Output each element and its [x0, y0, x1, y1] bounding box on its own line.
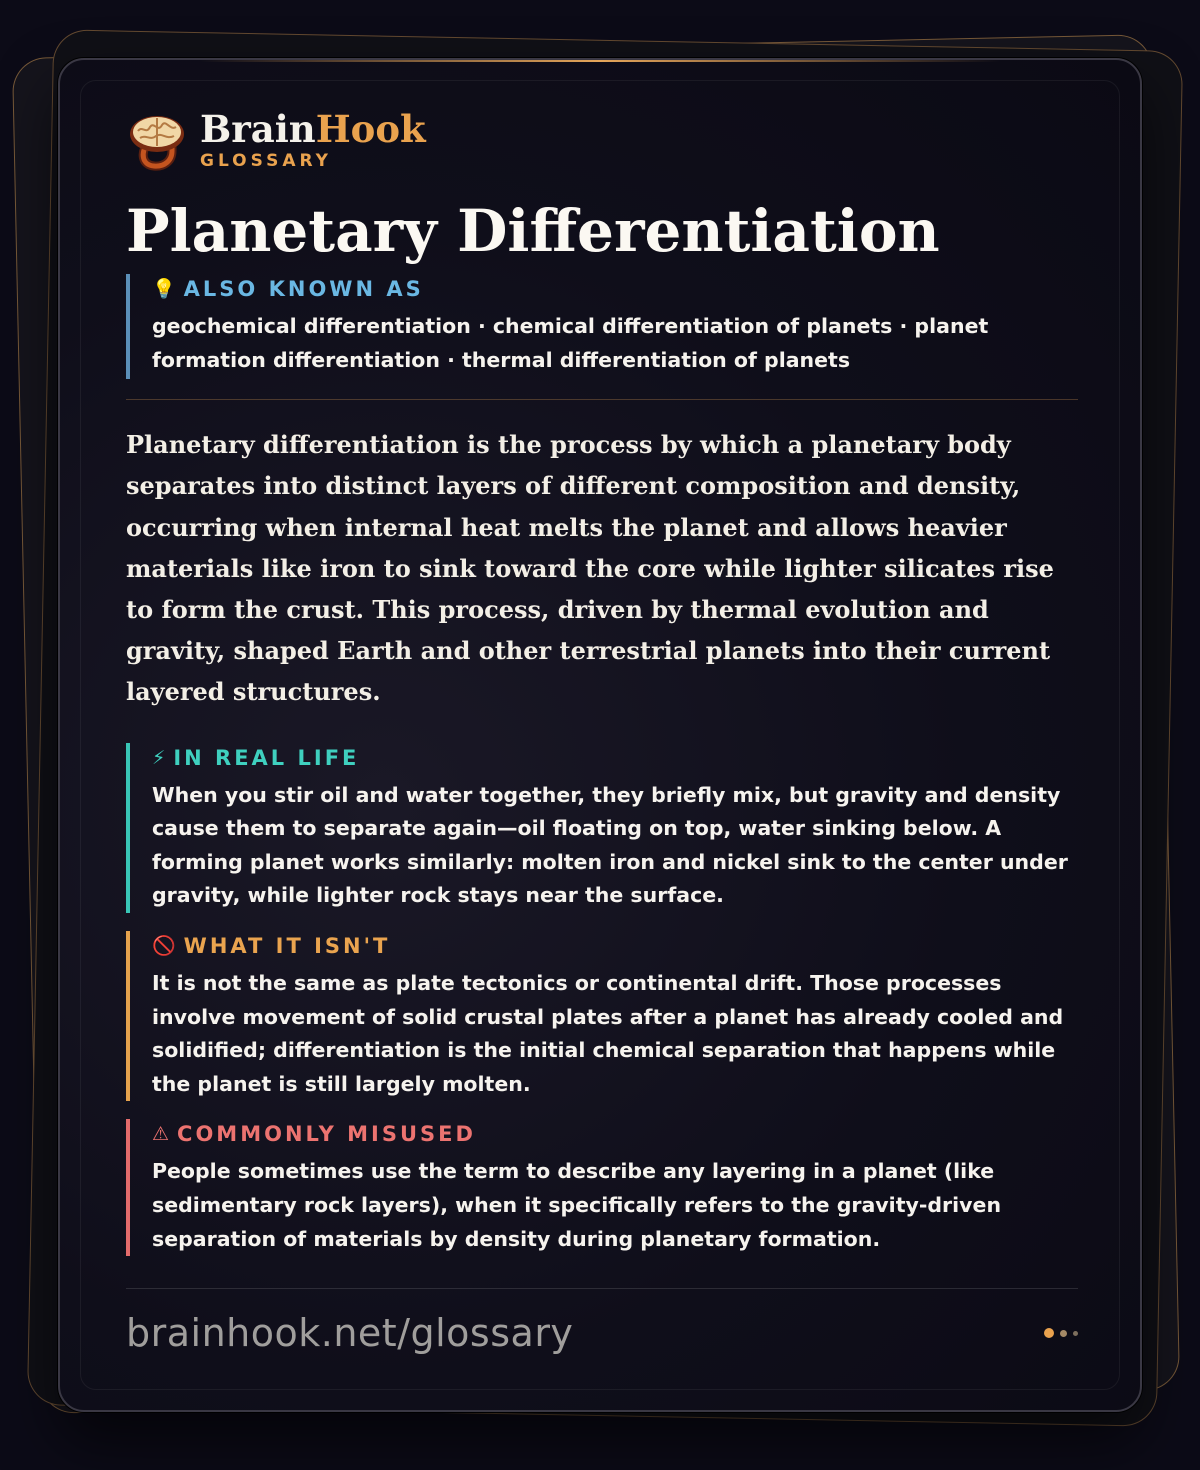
what-it-isnt-text: It is not the same as plate tectonics or continental drift. Those processes involve movement of solid crustal plates after a planet has already cooled and solidified; differentiation is the initial chemical separation that happens while the planet is still largely molten.	[152, 970, 1064, 1096]
brand-name-hook: Hook	[315, 107, 426, 151]
also-known-as-heading	[152, 274, 1078, 304]
card-footer	[126, 1311, 1078, 1355]
warning-icon: ⚠	[152, 1123, 170, 1146]
in-real-life-heading	[152, 743, 1078, 773]
in-real-life-section	[126, 743, 1078, 913]
section-divider	[126, 399, 1078, 400]
lightning-icon: ⚡	[152, 746, 166, 769]
in-real-life-text: When you stir oil and water together, they briefly mix, but gravity and density cause them to separate again—oil floating on top, water sinking below. A forming planet works similarly: molten iron and nickel sink to the center under gravity, while lighter rock stays near the surface.	[152, 782, 1068, 908]
commonly-misused-label: COMMONLY MISUSED	[177, 1122, 476, 1147]
also-known-as-text: geochemical differentiation · chemical differentiation of planets · planet formation differentiation · thermal differentiation of planets	[152, 314, 989, 372]
what-it-isnt-section	[126, 931, 1078, 1101]
card-top-accent	[200, 60, 1000, 62]
glossary-card	[58, 58, 1142, 1412]
what-it-isnt-heading	[152, 931, 1078, 961]
indicator-dot	[1060, 1330, 1067, 1337]
lightbulb-icon: 💡	[152, 278, 176, 300]
card-content	[126, 108, 1078, 1355]
what-it-isnt-label: WHAT IT ISN'T	[183, 933, 391, 958]
commonly-misused-heading	[152, 1119, 1078, 1149]
brand-name	[200, 109, 426, 149]
commonly-misused-text: People sometimes use the term to describe any layering in a planet (like sedimentary rock layers), when it specifically refers to the gravity-driven separation of materials by density during planetary formation.	[152, 1159, 1002, 1251]
brand-text	[200, 109, 426, 171]
brain-hook-icon	[126, 109, 188, 171]
term-title: Planetary Differentiation	[126, 197, 940, 265]
brand-header	[126, 108, 1078, 172]
prohibited-icon: 🚫	[152, 934, 176, 957]
brand-subtitle: GLOSSARY	[200, 151, 332, 171]
in-real-life-label: IN REAL LIFE	[173, 745, 360, 770]
indicator-dot-active	[1044, 1328, 1054, 1338]
also-known-as-section	[126, 274, 1078, 379]
term-definition: Planetary differentiation is the process by which a planetary body separates into distinct layers of different composition and density, occurring when internal heat melts the planet and allows heavier materials like iron to sink toward the core while lighter silicates rise to form the crust. This process, driven by thermal evolution and gravity, shaped Earth and other terrestrial planets into their current layered structures.	[126, 430, 1054, 707]
commonly-misused-section	[126, 1119, 1078, 1256]
footer-url-link[interactable]: brainhook.net/glossary	[126, 1311, 574, 1356]
indicator-dot	[1073, 1331, 1078, 1336]
page-indicator-dots	[1038, 1328, 1078, 1338]
footer-divider	[126, 1288, 1078, 1289]
also-known-as-label: ALSO KNOWN AS	[183, 277, 424, 301]
brand-name-brain: Brain	[200, 107, 316, 151]
